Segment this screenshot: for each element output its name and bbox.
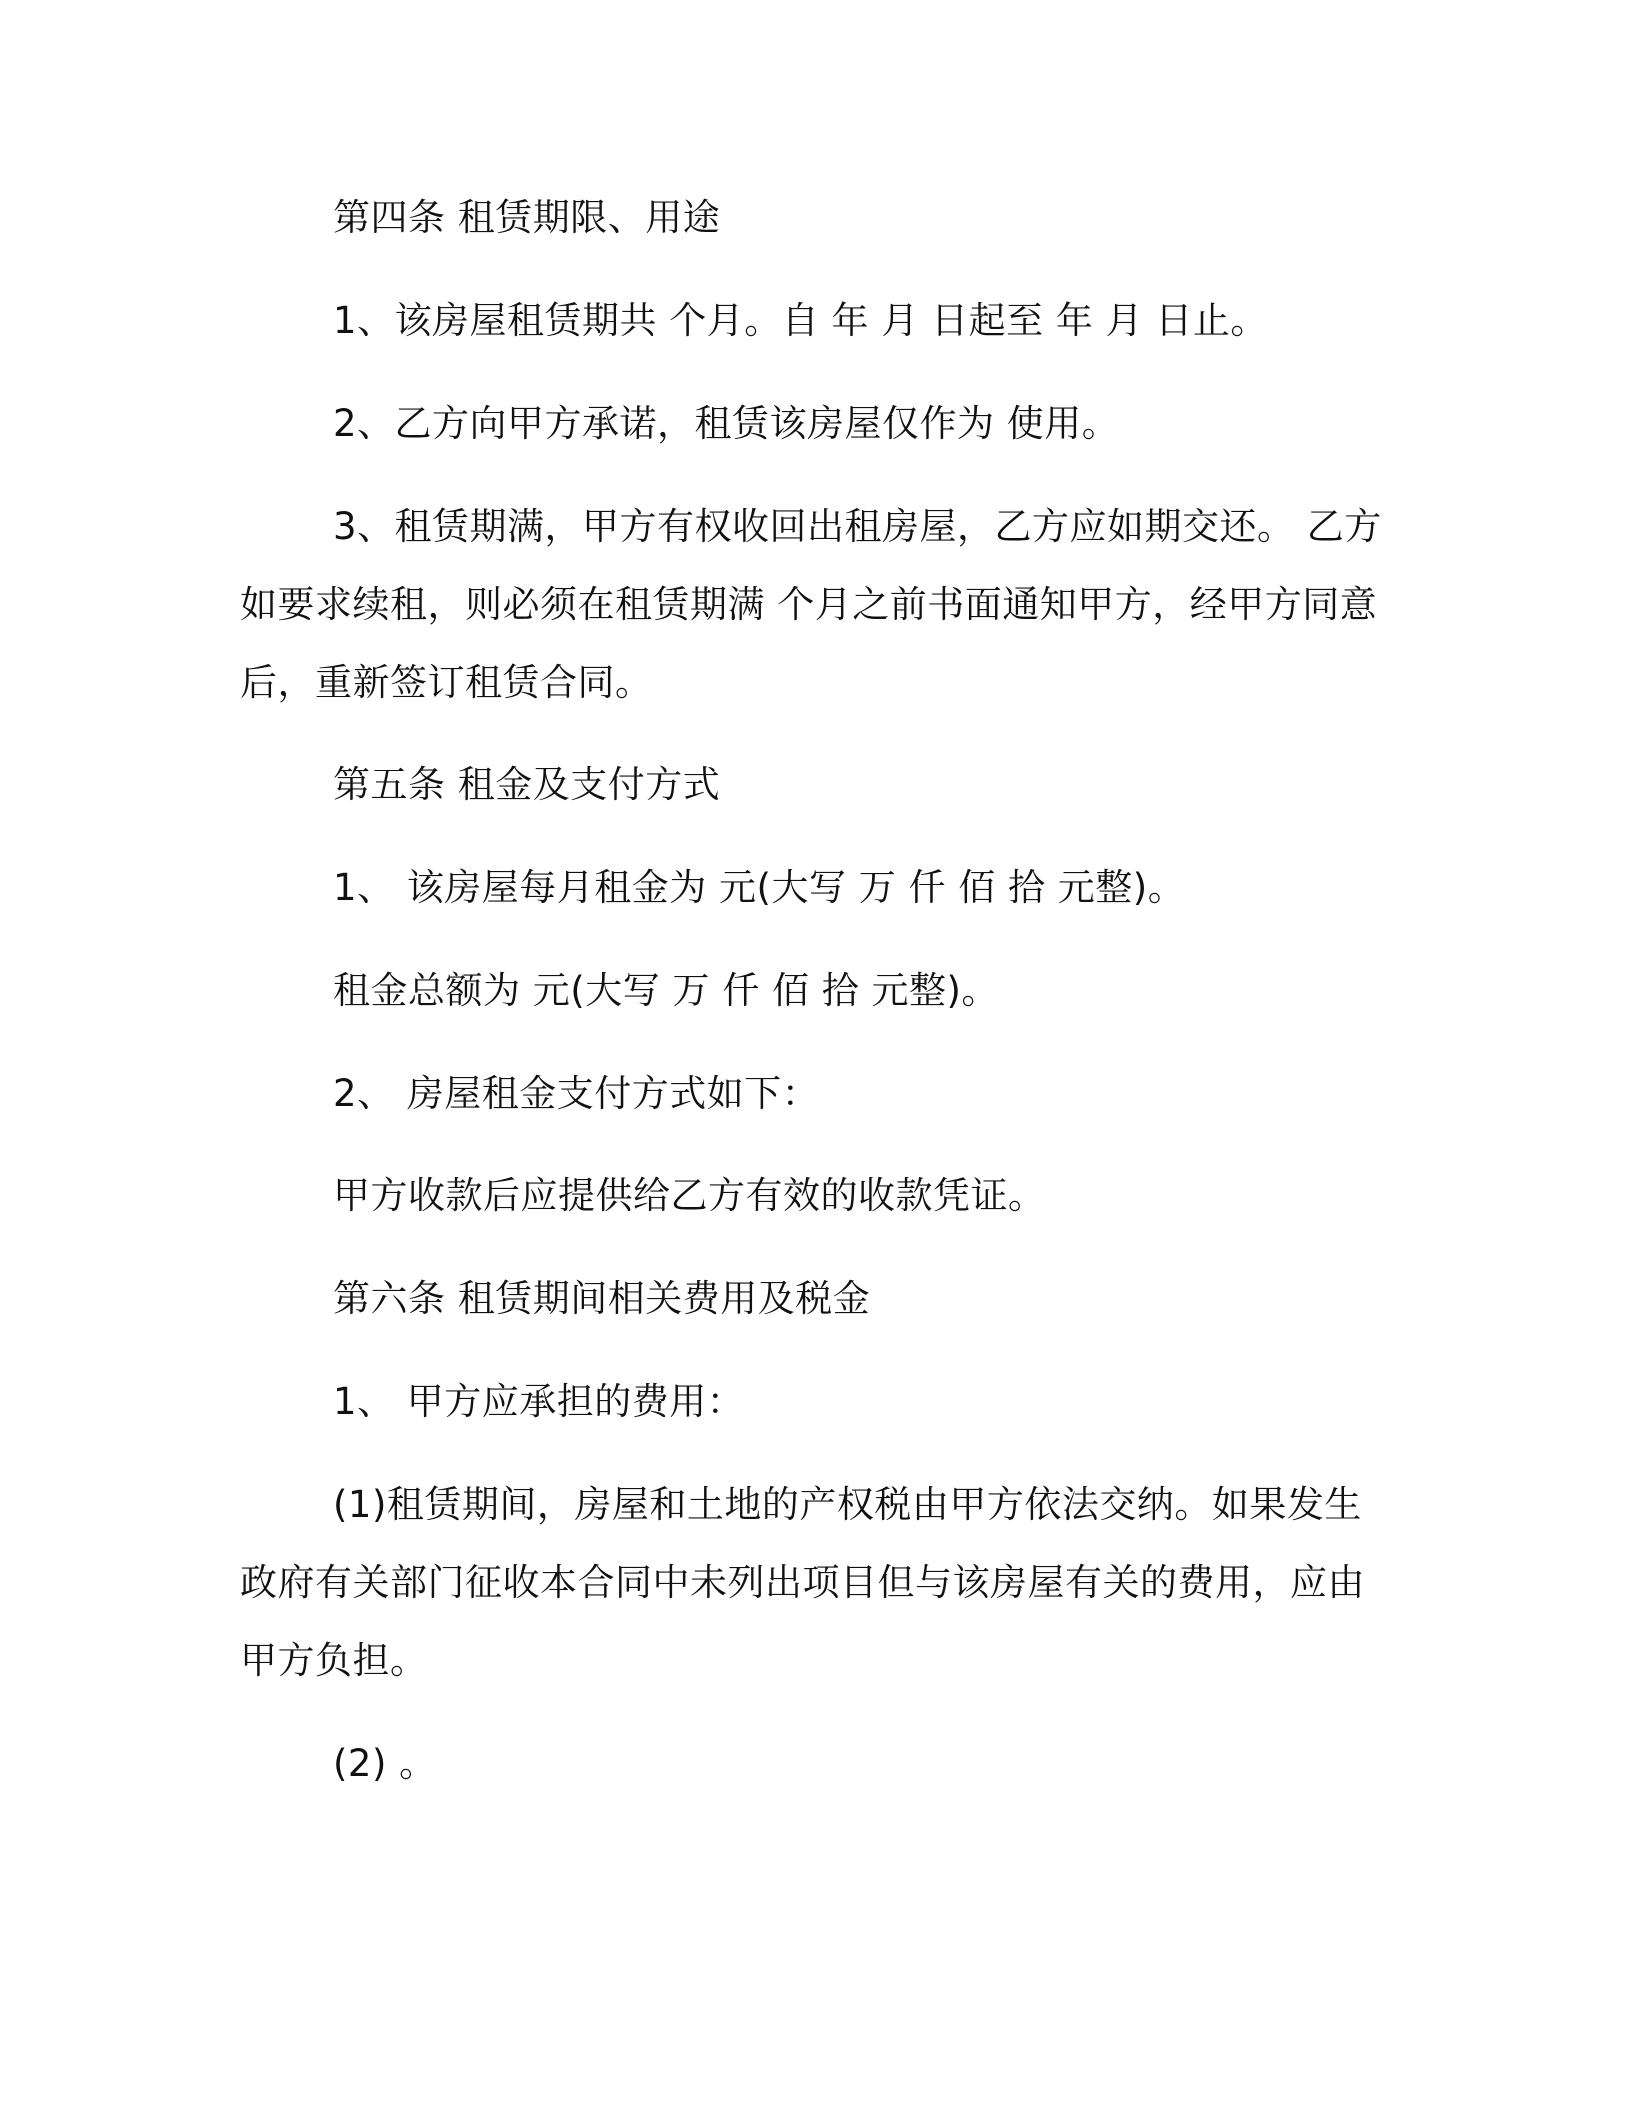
- clause-4-3-line-3: 后，重新签订租赁合同。: [240, 661, 653, 704]
- article-4-heading: 第四条 租赁期限、用途: [333, 196, 721, 239]
- clause-6-1-1-line-3: 甲方负担。: [240, 1639, 428, 1682]
- clause-6-1-2: (2) 。: [333, 1742, 437, 1785]
- article-5-heading: 第五条 租金及支付方式: [333, 763, 721, 806]
- clause-6-1: 1、 甲方应承担的费用：: [333, 1380, 745, 1423]
- clause-4-1: 1、该房屋租赁期共 个月。自 年 月 日起至 年 月 日止。: [333, 299, 1268, 342]
- clause-4-3-line-1: 3、租赁期满，甲方有权收回出租房屋，乙方应如期交还。 乙方: [333, 505, 1382, 548]
- article-6-heading: 第六条 租赁期间相关费用及税金: [333, 1277, 871, 1320]
- clause-4-2: 2、乙方向甲方承诺，租赁该房屋仅作为 使用。: [333, 402, 1120, 445]
- clause-5-1-total: 租金总额为 元(大写 万 仟 佰 拾 元整)。: [333, 969, 999, 1012]
- clause-5-2: 2、 房屋租金支付方式如下：: [333, 1072, 820, 1115]
- clause-6-1-1-line-2: 政府有关部门征收本合同中未列出项目但与该房屋有关的费用，应由: [240, 1561, 1365, 1604]
- clause-5-receipt: 甲方收款后应提供给乙方有效的收款凭证。: [333, 1174, 1046, 1217]
- clause-4-3-line-2: 如要求续租，则必须在租赁期满 个月之前书面通知甲方，经甲方同意: [240, 583, 1378, 626]
- clause-6-1-1-line-1: (1)租赁期间，房屋和土地的产权税由甲方依法交纳。如果发生: [333, 1483, 1362, 1526]
- clause-5-1: 1、 该房屋每月租金为 元(大写 万 仟 佰 拾 元整)。: [333, 866, 1186, 909]
